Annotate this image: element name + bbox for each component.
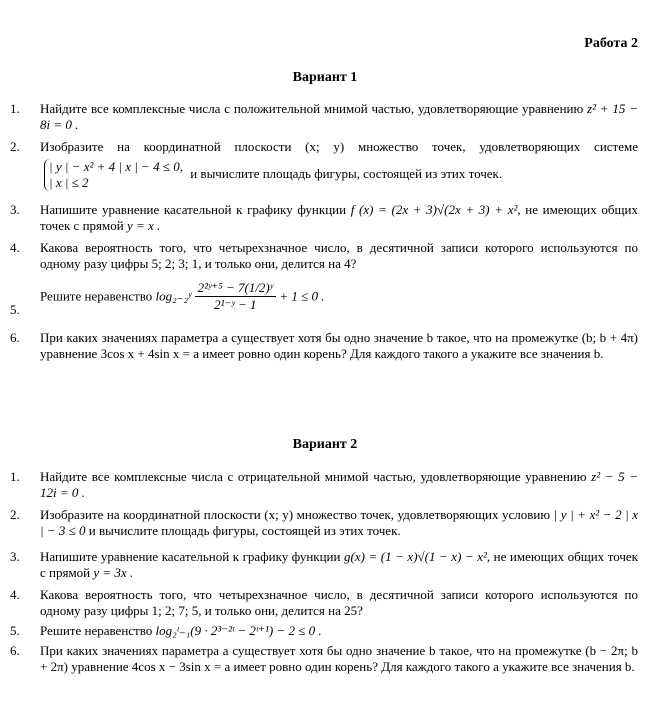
work-title: Работа 2 bbox=[584, 36, 638, 51]
task-text: Изобразите на координатной плоскости (x; y) множество точек, удовлетворяющих условию bbox=[40, 507, 551, 522]
variant-2-title: Вариант 2 bbox=[292, 437, 358, 452]
task-equation: z² − 5 − 12i = 0 . bbox=[40, 469, 638, 500]
inequality-2: | x | ≤ 2 bbox=[49, 175, 89, 190]
task-number: 5. bbox=[10, 623, 20, 638]
task-number: 4. bbox=[10, 240, 20, 255]
task-item bbox=[0, 587, 650, 623]
task-item bbox=[0, 240, 650, 278]
line-expression: y = 3x . bbox=[93, 565, 134, 580]
task-number: 1. bbox=[10, 469, 20, 484]
condition-expression: | y | + x² − 2 | x | − 3 ≤ 0 bbox=[40, 507, 639, 538]
task-text-tail: , не имеющих общих точек с прямой bbox=[40, 202, 638, 233]
task-item bbox=[0, 139, 650, 202]
task-item bbox=[0, 101, 650, 139]
task-text: Какова вероятность того, что четырехзначное число, в десятичной записи которого используются по одному разу цифры 1; 2; 7; 5, и только они, делится на 25? bbox=[40, 587, 638, 618]
task-text: Найдите все комплексные числа с отрицательной мнимой частью, удовлетворяющие уравнению bbox=[40, 469, 587, 484]
function-expression: g(x) = (1 − x)√(1 − x) − x² bbox=[344, 549, 487, 564]
task-number: 6. bbox=[10, 643, 20, 658]
task-item bbox=[0, 623, 650, 643]
fraction bbox=[195, 280, 276, 313]
task-number: 3. bbox=[10, 549, 20, 564]
task-item bbox=[0, 469, 650, 507]
task-item bbox=[0, 330, 650, 386]
inequality-1: | y | − x² + 4 | x | − 4 ≤ 0, bbox=[49, 159, 183, 174]
task-text: Найдите все комплексные числа с положительной мнимой частью, удовлетворяющие уравнению bbox=[40, 101, 584, 116]
fraction-denominator: 2¹⁻ʸ − 1 bbox=[214, 297, 257, 312]
task-text-tail: и вычислите площадь фигуры, состоящей из этих точек. bbox=[88, 523, 401, 538]
task-text: Напишите уравнение касательной к графику функции bbox=[40, 549, 341, 564]
task-number: 2. bbox=[10, 507, 20, 522]
task-equation: z² + 15 − 8i = 0 . bbox=[40, 101, 638, 132]
task-text: При каких значениях параметра a существует хотя бы одно значение b такое, что на промежутке (b; b + 4π) уравнение 3cos x + 4sin x = a имеет ровно один корень? Для каждого такого a укажите все значения b. bbox=[40, 330, 638, 361]
variant-2-task-list bbox=[0, 469, 650, 695]
task-item bbox=[0, 643, 650, 695]
variant-1-title: Вариант 1 bbox=[292, 70, 358, 85]
task-number: 1. bbox=[10, 101, 20, 116]
task-text: Решите неравенство bbox=[40, 623, 153, 638]
log-base: log₂₋₂ʸ bbox=[155, 288, 192, 304]
log-expression: log₂ᵗ₋₁(9 · 2³⁻²ᵗ − 2ᵗ⁺¹) − 2 ≤ 0 . bbox=[155, 623, 322, 638]
inequality-system bbox=[44, 159, 183, 191]
task-number: 2. bbox=[10, 139, 20, 154]
task-text: Решите неравенство bbox=[40, 288, 153, 304]
task-number: 5. bbox=[10, 302, 20, 317]
inequality-tail: + 1 ≤ 0 . bbox=[279, 288, 325, 304]
task-item bbox=[0, 549, 650, 587]
task-text: Напишите уравнение касательной к графику функции bbox=[40, 202, 347, 217]
task-item bbox=[0, 507, 650, 549]
task-text-tail: , не имеющих общих точек с прямой bbox=[40, 549, 638, 580]
variant-1-task-list bbox=[0, 101, 650, 386]
task-text-tail: и вычислите площадь фигуры, состоящей из этих точек. bbox=[190, 165, 503, 181]
task-item bbox=[0, 278, 650, 330]
task-number: 4. bbox=[10, 587, 20, 602]
task-number: 3. bbox=[10, 202, 20, 217]
task-number: 6. bbox=[10, 330, 20, 345]
task-text: Какова вероятность того, что четырехзначное число, в десятичной записи которого используются по одному разу цифры 5; 2; 3; 1, и только они, делится на 4? bbox=[40, 240, 638, 271]
task-item bbox=[0, 202, 650, 240]
fraction-numerator: 2²ʸ⁺⁵ − 7(1/2)ʸ bbox=[195, 280, 276, 297]
task-text: При каких значениях параметра a существует хотя бы одно значение b такое, что на промежутке (b − 2π; b + 2π) уравнение 4cos x − 3sin x = a имеет ровно один корень? Для каждого такого a укажите все значения b. bbox=[40, 643, 638, 674]
line-expression: y = x . bbox=[126, 218, 161, 233]
function-expression: f (x) = (2x + 3)√(2x + 3) + x² bbox=[350, 202, 518, 217]
task-text: Изобразите на координатной плоскости (x; y) множество точек, удовлетворяющих системе bbox=[40, 139, 638, 154]
